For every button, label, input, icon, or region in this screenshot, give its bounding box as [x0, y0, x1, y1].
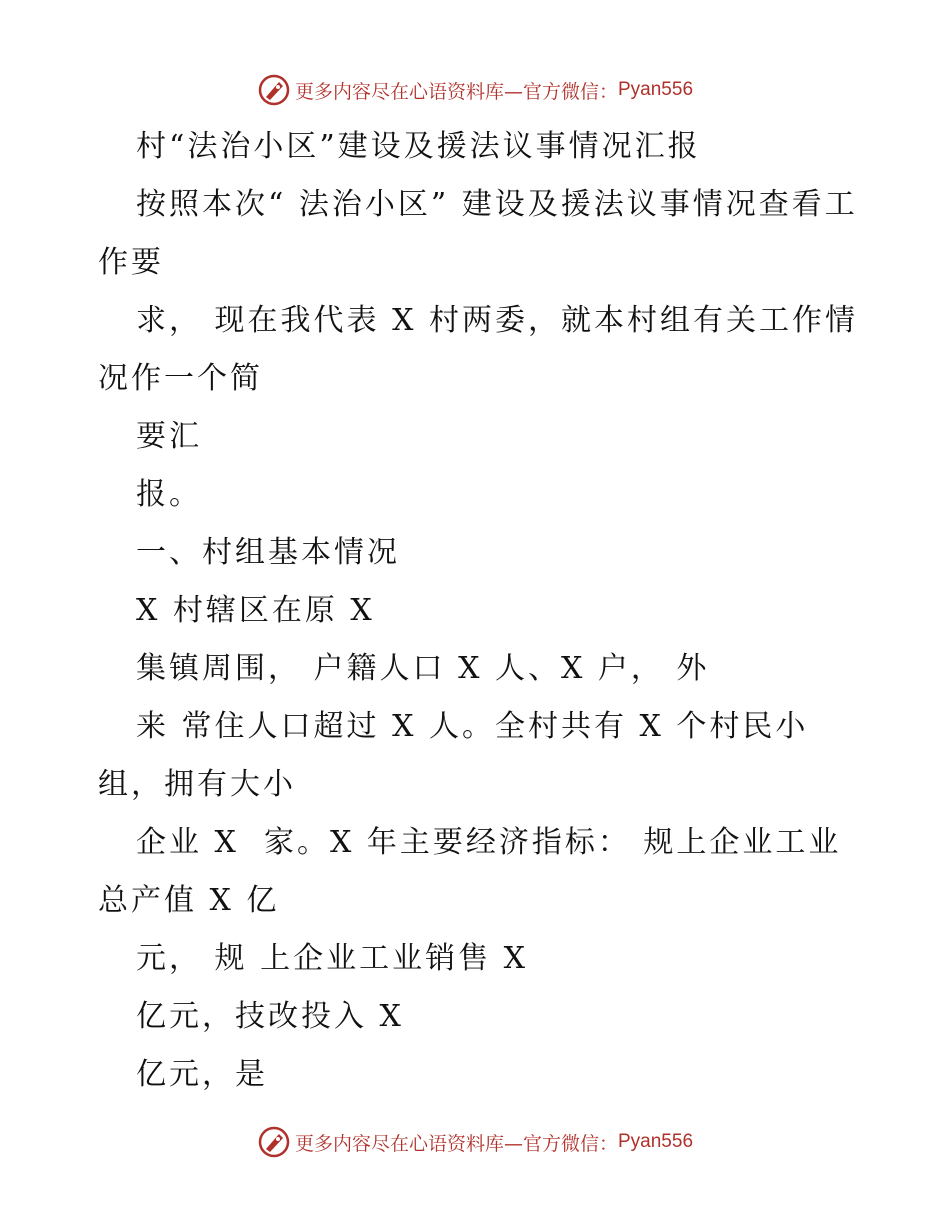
paragraph: 按照本次“ 法治小区” 建设及援法议事情况查看工作要: [98, 187, 858, 280]
paragraph: 要汇: [136, 419, 202, 454]
paragraph: 来 常住人口超过 X 人。全村共有 X 个村民小组，拥有大小: [98, 709, 809, 802]
watermark-wechat-id: Pyan556: [618, 79, 694, 100]
watermark-wechat-id: Pyan556: [618, 1131, 694, 1152]
watermark-text: 更多内容尽在心语资料库—官方微信：: [294, 80, 618, 103]
watermark-text: 更多内容尽在心语资料库—官方微信：: [294, 1132, 618, 1155]
watermark-banner-top: [0, 70, 950, 110]
section-heading: 一、村组基本情况: [136, 535, 400, 570]
paragraph: X 村辖区在原 X: [136, 593, 375, 628]
pen-nib-logo-icon: [257, 1125, 291, 1159]
document-title: 村“法治小区”建设及援法议事情况汇报: [136, 129, 701, 164]
paragraph: 亿元，技改投入 X: [136, 999, 404, 1034]
pen-nib-logo-icon: [257, 73, 291, 107]
document-body: [98, 118, 858, 1104]
paragraph: 元， 规 上企业工业销售 X: [136, 941, 528, 976]
paragraph: 集镇周围， 户籍人口 X 人、X 户， 外: [136, 651, 710, 686]
paragraph: 求， 现在我代表 X 村两委，就本村组有关工作情况作一个简: [98, 303, 858, 396]
paragraph: 亿元，是: [136, 1057, 268, 1092]
paragraph: 报。: [136, 477, 202, 512]
watermark-banner-bottom: [0, 1122, 950, 1162]
paragraph: 企业 X 家。X 年主要经济指标： 规上企业工业总产值 X 亿: [98, 825, 842, 918]
